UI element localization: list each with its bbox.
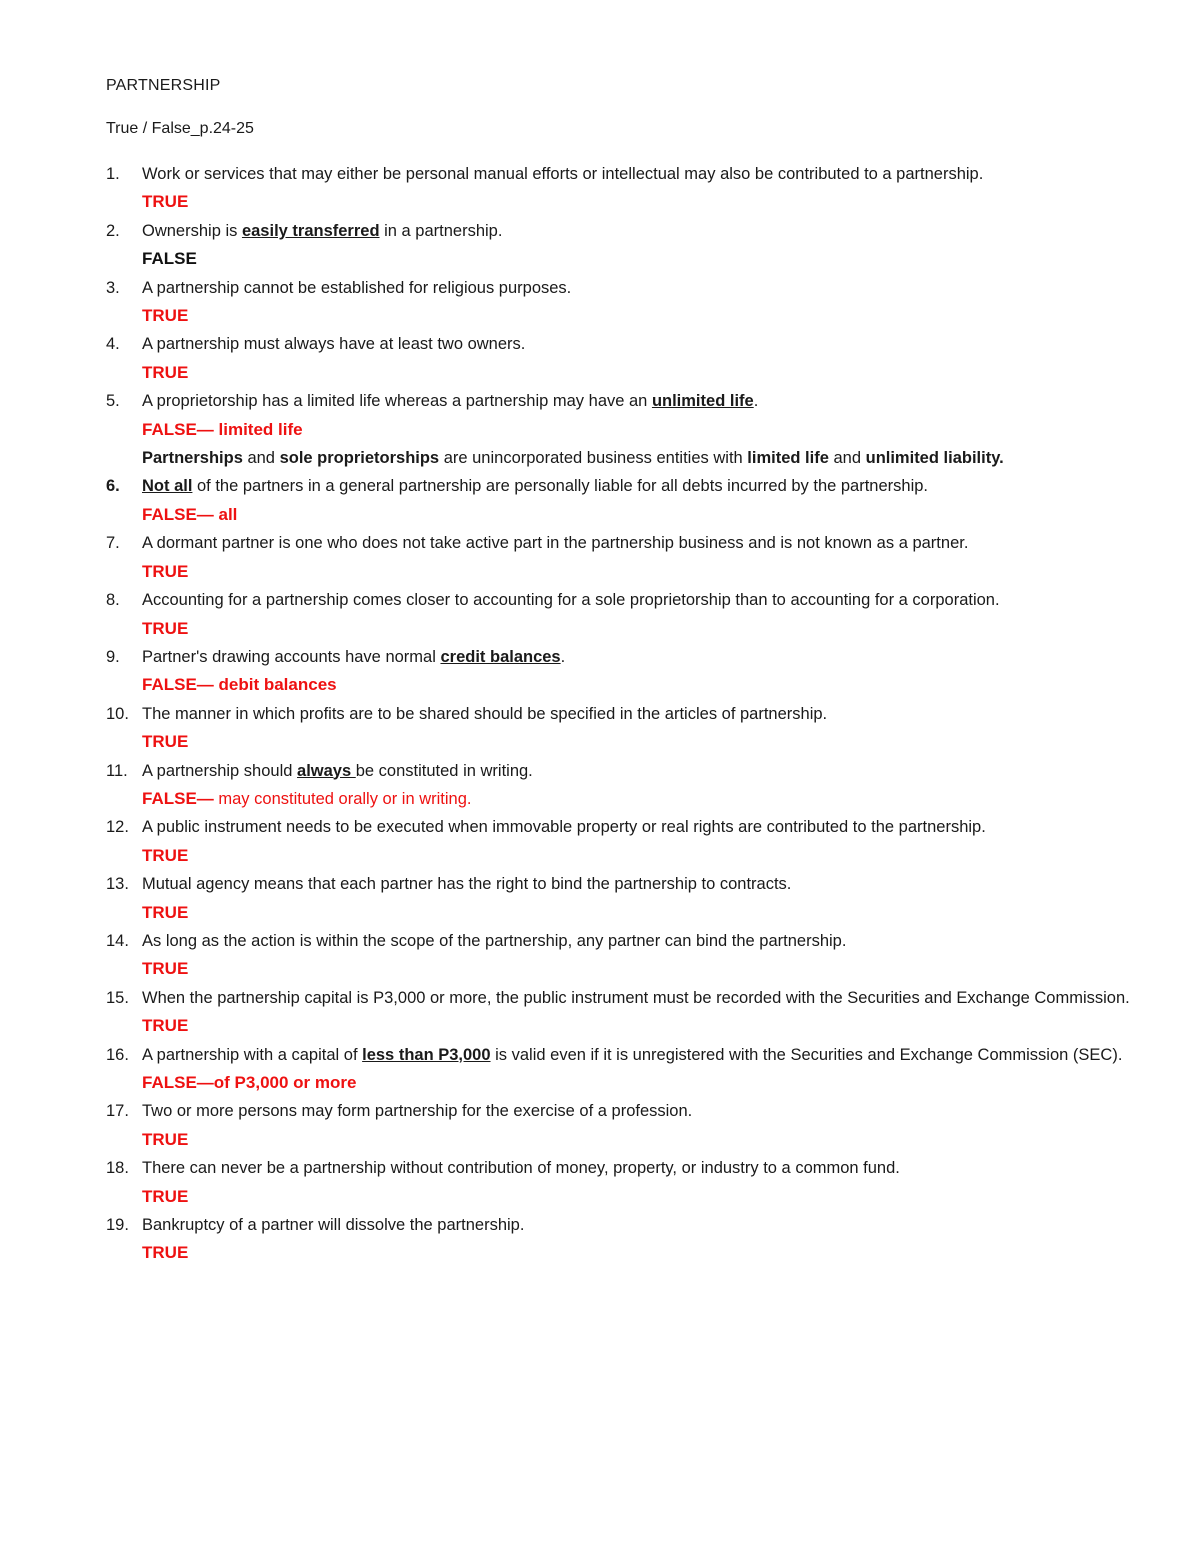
item-number: 14. (106, 931, 129, 950)
item-number: 18. (106, 1159, 129, 1178)
emphasis-text: unlimited life (651, 392, 754, 411)
answer-text: TRUE (142, 362, 189, 382)
answer-text: FALSE—of P3,000 or more (142, 1073, 357, 1092)
question-text: A partnership should always be constituted in writing. (142, 761, 533, 780)
question-item (106, 1211, 1136, 1268)
answer-text: TRUE (142, 618, 189, 638)
question-text: The manner in which profits are to be shared should be specified in the articles of partnership. (142, 704, 828, 723)
question-text: Mutual agency means that each partner has the right to bind the partnership to contracts. (142, 875, 792, 894)
question-text: Not all of the partners in a general partnership are personally liable for all debts incurred by the partnership. (142, 477, 929, 496)
item-number: 17. (106, 1102, 129, 1121)
item-number: 8. (106, 591, 120, 610)
question-text: Two or more persons may form partnership for the exercise of a profession. (142, 1102, 693, 1121)
item-number: 16. (106, 1045, 129, 1064)
question-text: A dormant partner is one who does not take active part in the partnership business and is not known as a partner. (142, 534, 969, 553)
question-item (106, 1041, 1136, 1098)
document-title: PARTNERSHIP (106, 77, 221, 94)
question-item (106, 387, 1136, 472)
item-number: 7. (106, 534, 120, 553)
question-list (106, 160, 1136, 1268)
question-text: There can never be a partnership without contribution of money, property, or industry to a common fund. (142, 1159, 900, 1178)
question-text: Accounting for a partnership comes closer to accounting for a sole proprietorship than to accounting for a corporation. (142, 591, 1000, 610)
emphasis-text: credit balances (440, 647, 561, 666)
emphasis-text: easily transferred (241, 221, 380, 240)
question-item (106, 472, 1136, 529)
answer-text: FALSE— may constituted orally or in writing. (142, 788, 472, 808)
question-text: A partnership cannot be established for religious purposes. (142, 278, 572, 297)
question-text: A public instrument needs to be executed when immovable property or real rights are contributed to the partnership. (142, 818, 986, 837)
question-text: Ownership is easily transferred in a partnership. (142, 221, 503, 240)
question-item (106, 700, 1136, 757)
explanation-note: Partnerships and sole proprietorships are unincorporated business entities with limited life and unlimited liability. (142, 449, 1004, 468)
answer-text: FALSE (142, 249, 197, 269)
item-number: 19. (106, 1216, 129, 1235)
answer-text: TRUE (142, 1129, 189, 1149)
question-text: A proprietorship has a limited life whereas a partnership may have an unlimited life. (142, 392, 759, 411)
question-item (106, 1154, 1136, 1211)
question-item (106, 160, 1136, 217)
question-text: When the partnership capital is P3,000 or more, the public instrument must be recorded with the Securities and Exchange Commission. (142, 988, 1130, 1007)
item-number: 13. (106, 875, 129, 894)
question-item (106, 330, 1136, 387)
answer-text: FALSE— all (142, 504, 238, 524)
answer-text: TRUE (142, 306, 189, 326)
question-item (106, 870, 1136, 927)
answer-text: TRUE (142, 1243, 189, 1263)
item-number: 11. (106, 761, 128, 780)
answer-text: FALSE— debit balances (142, 675, 337, 695)
item-number: 9. (106, 647, 120, 666)
question-item (106, 927, 1136, 984)
item-number: 2. (106, 221, 120, 240)
question-text: Bankruptcy of a partner will dissolve the partnership. (142, 1216, 525, 1235)
answer-text: TRUE (142, 959, 189, 979)
emphasis-text: always (297, 761, 356, 780)
question-item (106, 586, 1136, 643)
question-item (106, 984, 1136, 1041)
answer-text: TRUE (142, 192, 189, 212)
answer-text: TRUE (142, 732, 189, 752)
item-number: 10. (106, 704, 129, 723)
answer-text: TRUE (142, 1186, 189, 1206)
answer-text: TRUE (142, 1016, 189, 1036)
question-item (106, 274, 1136, 331)
item-number: 5. (106, 392, 120, 411)
item-number: 6. (106, 477, 120, 496)
answer-text: TRUE (142, 902, 189, 922)
question-text: As long as the action is within the scope of the partnership, any partner can bind the partnership. (142, 931, 847, 950)
question-item (106, 1097, 1136, 1154)
item-number: 15. (106, 988, 129, 1007)
item-number: 4. (106, 335, 120, 354)
emphasis-text: less than P3,000 (362, 1045, 491, 1064)
answer-text: FALSE— limited life (142, 419, 303, 439)
question-item (106, 643, 1136, 700)
emphasis-text: Not all (142, 477, 193, 496)
question-text: A partnership must always have at least two owners. (142, 335, 526, 354)
item-number: 12. (106, 818, 129, 837)
answer-text: TRUE (142, 561, 189, 581)
item-number: 3. (106, 278, 120, 297)
question-item (106, 529, 1136, 586)
question-item (106, 757, 1136, 814)
question-text: Partner's drawing accounts have normal credit balances. (142, 647, 566, 666)
answer-text: TRUE (142, 845, 189, 865)
question-item (106, 217, 1136, 274)
question-text: A partnership with a capital of less than P3,000 is valid even if it is unregistered with the Securities and Exchange Commission (SEC). (142, 1045, 1123, 1064)
question-item (106, 813, 1136, 870)
item-number: 1. (106, 165, 120, 183)
document-subtitle: True / False_p.24-25 (106, 120, 254, 137)
question-text: Work or services that may either be personal manual efforts or intellectual may also be contributed to a partnership. (142, 165, 984, 183)
